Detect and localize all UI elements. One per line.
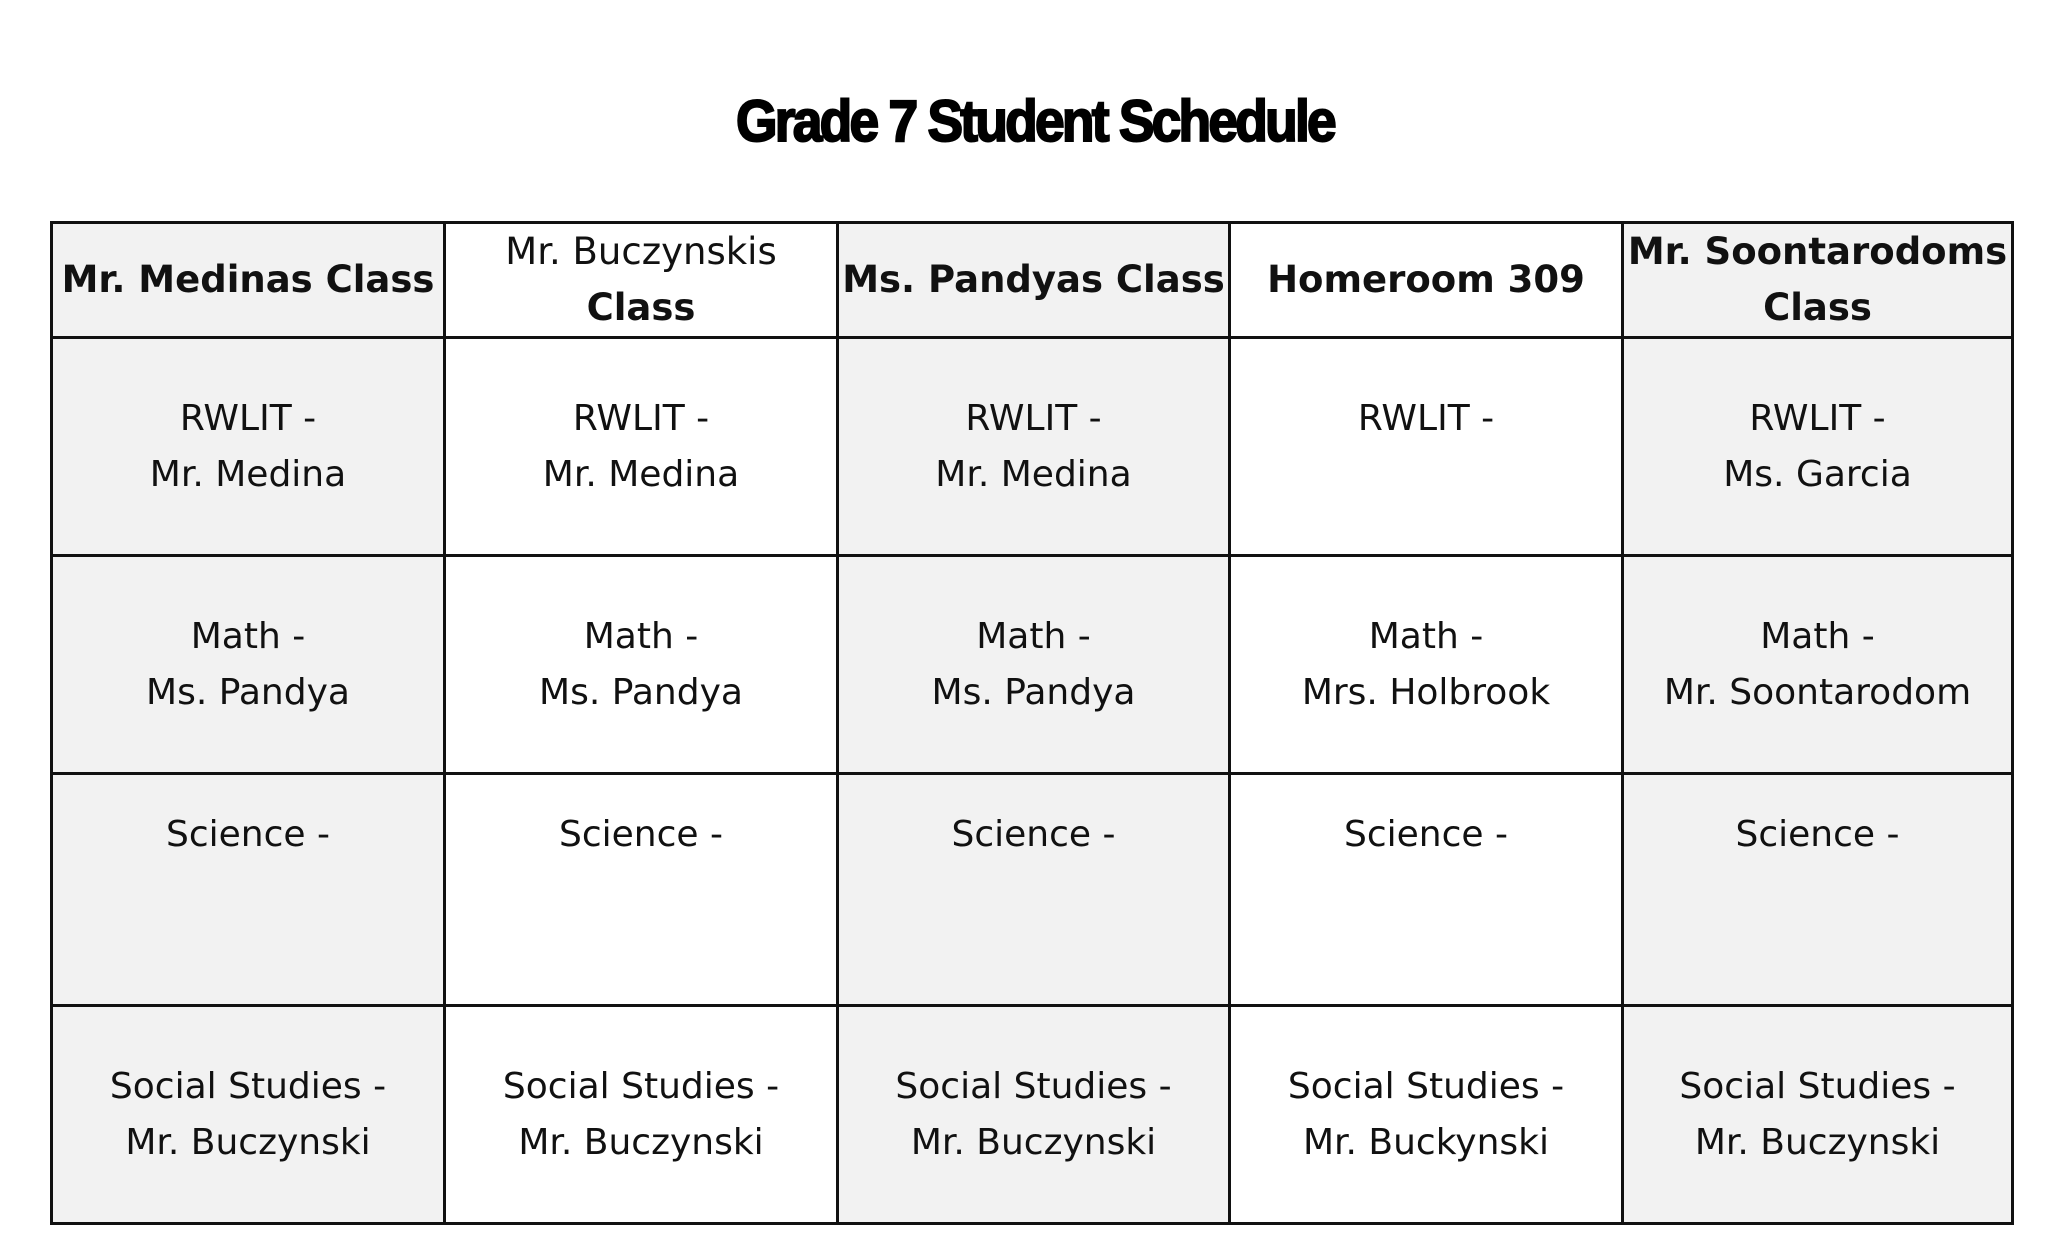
subject-label: Math -	[976, 615, 1091, 657]
schedule-table	[50, 221, 2014, 1225]
teacher-label: Mr. Buczynski	[910, 1121, 1157, 1163]
column-header-line: Mr. Medinas Class	[61, 258, 435, 301]
subject-label: Math -	[190, 615, 306, 657]
table-row	[52, 774, 2013, 1006]
column-header-line: Class	[586, 286, 696, 329]
subject-label: RWLIT -	[572, 397, 710, 439]
schedule-cell	[52, 1006, 445, 1224]
subject-label: RWLIT -	[1749, 397, 1886, 439]
subject-label: Math -	[1368, 615, 1484, 657]
schedule-cell	[1623, 774, 2013, 1006]
subject-label: Math -	[1760, 615, 1875, 657]
schedule-cell	[445, 1006, 838, 1224]
subject-label: Social Studies -	[502, 1065, 780, 1107]
teacher-label	[1231, 447, 1621, 503]
table-row	[52, 338, 2013, 556]
column-header-line: Mr. Soontarodoms	[1627, 230, 2008, 273]
table-header-row	[52, 223, 2013, 338]
schedule-cell	[445, 338, 838, 556]
subject-label: Science -	[1735, 814, 1900, 855]
schedule-cell	[1623, 1006, 2013, 1224]
column-header	[52, 223, 445, 338]
subject-label: Science -	[559, 814, 723, 855]
teacher-label: Mr. Soontarodom	[1663, 671, 1972, 713]
teacher-label: Ms. Pandya	[931, 671, 1136, 713]
teacher-label: Mr. Medina	[542, 453, 740, 495]
schedule-cell	[1230, 338, 1623, 556]
schedule-cell	[1230, 556, 1623, 774]
page-title: Grade 7 Student Schedule	[736, 89, 1334, 154]
schedule-cell	[1623, 338, 2013, 556]
schedule-cell	[838, 556, 1230, 774]
subject-label: Science -	[951, 814, 1116, 855]
subject-label: Social Studies -	[1287, 1065, 1565, 1107]
schedule-cell	[445, 556, 838, 774]
teacher-label: Mr. Medina	[935, 453, 1132, 495]
teacher-label: Ms. Pandya	[146, 671, 350, 713]
subject-label: Science -	[166, 814, 330, 855]
subject-label: Social Studies -	[109, 1065, 387, 1107]
teacher-label: Mr. Buckynski	[1302, 1121, 1550, 1163]
schedule-cell	[52, 774, 445, 1006]
teacher-label: Mr. Medina	[149, 453, 347, 495]
schedule-cell	[1230, 774, 1623, 1006]
teacher-label: Mr. Buczynski	[1694, 1121, 1941, 1163]
column-header	[1623, 223, 2013, 338]
subject-label: Math -	[583, 615, 699, 657]
column-header	[445, 223, 838, 338]
subject-label: RWLIT -	[179, 397, 317, 439]
teacher-label: Mr. Buczynski	[518, 1121, 764, 1163]
schedule-cell	[838, 338, 1230, 556]
teacher-label: Ms. Pandya	[539, 671, 743, 713]
subject-label: Social Studies -	[895, 1065, 1172, 1107]
schedule-cell	[838, 1006, 1230, 1224]
schedule-cell	[52, 556, 445, 774]
schedule-cell	[838, 774, 1230, 1006]
subject-label: Science -	[1344, 814, 1508, 855]
teacher-label: Mr. Buczynski	[125, 1121, 371, 1163]
schedule-cell	[52, 338, 445, 556]
column-header-line: Class	[1763, 286, 1872, 329]
column-header	[838, 223, 1230, 338]
teacher-label: Ms. Garcia	[1723, 453, 1912, 495]
column-header-line: Homeroom 309	[1267, 258, 1585, 301]
subject-label: Social Studies -	[1679, 1065, 1956, 1107]
subject-label: RWLIT -	[1357, 397, 1495, 439]
column-header-line: Ms. Pandyas Class	[842, 258, 1225, 301]
column-header-line: Mr. Buczynskis	[505, 230, 777, 273]
teacher-label: Mrs. Holbrook	[1301, 671, 1551, 713]
column-header	[1230, 223, 1623, 338]
schedule-cell	[1623, 556, 2013, 774]
table-row	[52, 556, 2013, 774]
table-row	[52, 1006, 2013, 1224]
schedule-cell	[1230, 1006, 1623, 1224]
subject-label: RWLIT -	[965, 397, 1102, 439]
schedule-cell	[445, 774, 838, 1006]
